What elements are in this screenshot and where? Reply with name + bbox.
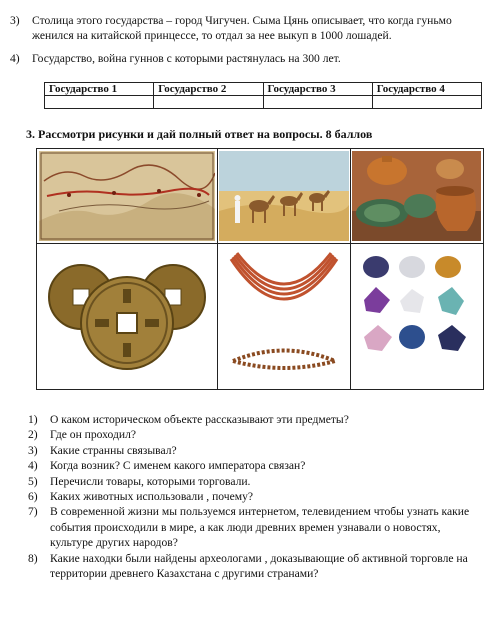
item-text: Государство, война гуннов с которыми растянулась на 300 лет. — [32, 52, 341, 65]
item-text: Столица этого государства – город Чигучен. Сыма Цянь описывает, что когда гуньмо женился на китайской принцессе, то отдал за нее выкуп в 1000 лошадей. — [32, 14, 452, 42]
item-text: Какие находки были найдены археологами , доказывающие об активной торговле на территории древнего Казахстана с другими странами? — [50, 551, 468, 581]
answer-cell[interactable] — [372, 96, 481, 109]
list-item — [28, 412, 482, 427]
table-answer-row — [45, 96, 482, 109]
item-number: 4) — [10, 52, 20, 65]
states-table — [44, 82, 482, 109]
item-number: 7) — [28, 505, 38, 519]
item-text: Каких животных использовали , почему? — [50, 490, 254, 504]
item-number: 3) — [28, 443, 38, 457]
item-text: О каком историческом объекте рассказывают эти предметы? — [50, 413, 349, 426]
list-item — [28, 427, 482, 442]
item-text: Когда возник? С именем какого императора связан? — [50, 459, 306, 473]
image-grid — [36, 148, 484, 390]
pottery-icon — [352, 151, 481, 241]
camel-caravan-image — [219, 151, 349, 241]
coins-icon — [39, 245, 215, 387]
item-number: 1) — [28, 413, 38, 426]
item-number: 4) — [28, 459, 38, 473]
table-header-cell: Государство 2 — [154, 83, 263, 96]
gemstones-image — [352, 245, 481, 387]
beads-necklace-image — [219, 245, 349, 387]
question-item-3 — [10, 13, 480, 43]
questions-list — [28, 412, 482, 581]
map-icon — [39, 151, 215, 241]
item-number: 3) — [10, 14, 20, 27]
item-text: Где он проходил? — [50, 428, 137, 442]
question-item-4 — [10, 51, 480, 66]
item-text: В современной жизни мы пользуемся интернетом, телевидением чтобы узнать какие события происходили в мире, а как люди древних времен узнавали о новостях, культуре других народов? — [50, 505, 470, 550]
item-text: Перечисли товары, которыми торговали. — [50, 474, 251, 488]
pottery-image — [352, 151, 481, 241]
answer-cell[interactable] — [154, 96, 263, 109]
ancient-coins-image — [39, 245, 215, 387]
list-item — [28, 474, 482, 489]
silk-road-map-image — [39, 151, 215, 241]
section-title: 3. Рассмотри рисунки и дай полный ответ на вопросы. 8 баллов — [26, 127, 373, 141]
table-header-cell: Государство 1 — [45, 83, 154, 96]
item-text: Какие странны связывал? — [50, 443, 177, 457]
gemstones-icon — [352, 245, 481, 387]
list-item — [28, 443, 482, 458]
camel-caravan-icon — [219, 151, 349, 241]
table-header-row — [45, 83, 482, 96]
answer-cell[interactable] — [45, 96, 154, 109]
table-header-cell: Государство 3 — [263, 83, 372, 96]
list-item — [28, 489, 482, 504]
item-number: 8) — [28, 551, 38, 565]
necklace-icon — [219, 245, 349, 387]
list-item — [28, 551, 482, 582]
item-number: 2) — [28, 428, 38, 442]
table-header-cell: Государство 4 — [372, 83, 481, 96]
list-item — [28, 458, 482, 473]
item-number: 5) — [28, 474, 38, 488]
list-item — [28, 504, 482, 550]
item-number: 6) — [28, 490, 38, 504]
answer-cell[interactable] — [263, 96, 372, 109]
